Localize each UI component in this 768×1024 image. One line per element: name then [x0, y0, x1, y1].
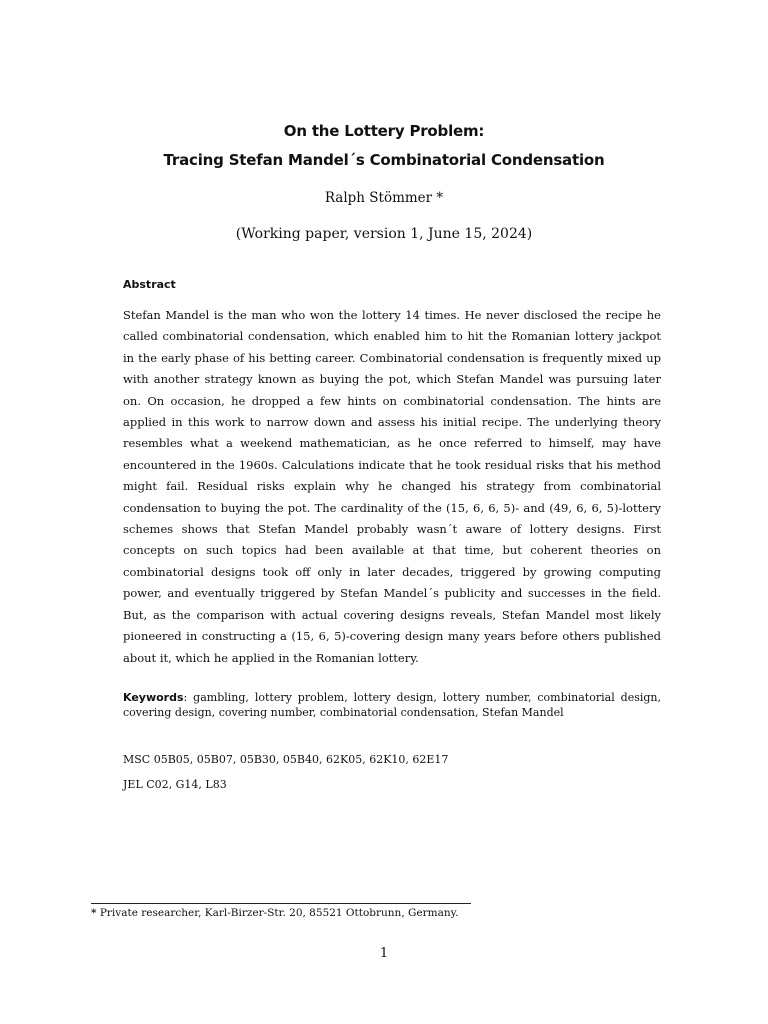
- keywords: [123, 690, 661, 720]
- keywords-text: : gambling, lottery problem, lottery design, lottery number, combinatorial design, covering design, covering number, combinatorial condensation, Stefan Mandel: [123, 691, 661, 719]
- title-line-1: On the Lottery Problem:: [283, 122, 485, 140]
- msc-codes: MSC 05B05, 05B07, 05B30, 05B40, 62K05, 62K10, 62E17: [123, 753, 449, 766]
- title-line-2: Tracing Stefan Mandel´s Combinatorial Condensation: [163, 151, 605, 169]
- footnote-text: Private researcher, Karl-Birzer-Str. 20, 85521 Ottobrunn, Germany.: [96, 907, 459, 919]
- footnote: [91, 907, 458, 919]
- footnote-divider: [91, 903, 471, 904]
- footnote-marker: *: [91, 907, 97, 919]
- jel-codes: JEL C02, G14, L83: [123, 778, 227, 791]
- page-number: 1: [379, 946, 389, 961]
- paper-status: (Working paper, version 1, June 15, 2024): [235, 226, 533, 242]
- keywords-label: Keywords: [123, 691, 184, 704]
- abstract-text: Stefan Mandel is the man who won the lottery 14 times. He never disclosed the recipe he called combinatorial condensation, which enabled him to hit the Romanian lottery jackpot in the early phase of his betting career. Combinatorial condensation is frequently mixed up with another strategy known as buying the pot, which Stefan Mandel was pursuing later on. On occasion, he dropped a few hints on combinatorial condensation. The hints are applied in this work to narrow down and assess his initial recipe. The underlying theory resembles what a weekend mathematician, as he once referred to himself, may have encountered in the 1960s. Calculations indicate that he took residual risks that his method might fail. Residual risks explain why he changed his strategy from combinatorial condensation to buying the pot. The cardinality of the (15, 6, 6, 5)- and (49, 6, 6, 5)-lottery schemes shows that Stefan Mandel probably wasn´t aware of lottery designs. First concepts on such topics had been available at that time, but coherent theories on combinatorial designs took off only in later decades, triggered by growing computing power, and eventually triggered by Stefan Mandel´s publicity and successes in the field. But, as the comparison with actual covering designs reveals, Stefan Mandel most likely pioneered in constructing a (15, 6, 5)-covering design many years before others published about it, which he applied in the Romanian lottery.: [123, 308, 661, 665]
- abstract-heading: Abstract: [123, 278, 176, 291]
- author: Ralph Stömmer *: [324, 190, 444, 206]
